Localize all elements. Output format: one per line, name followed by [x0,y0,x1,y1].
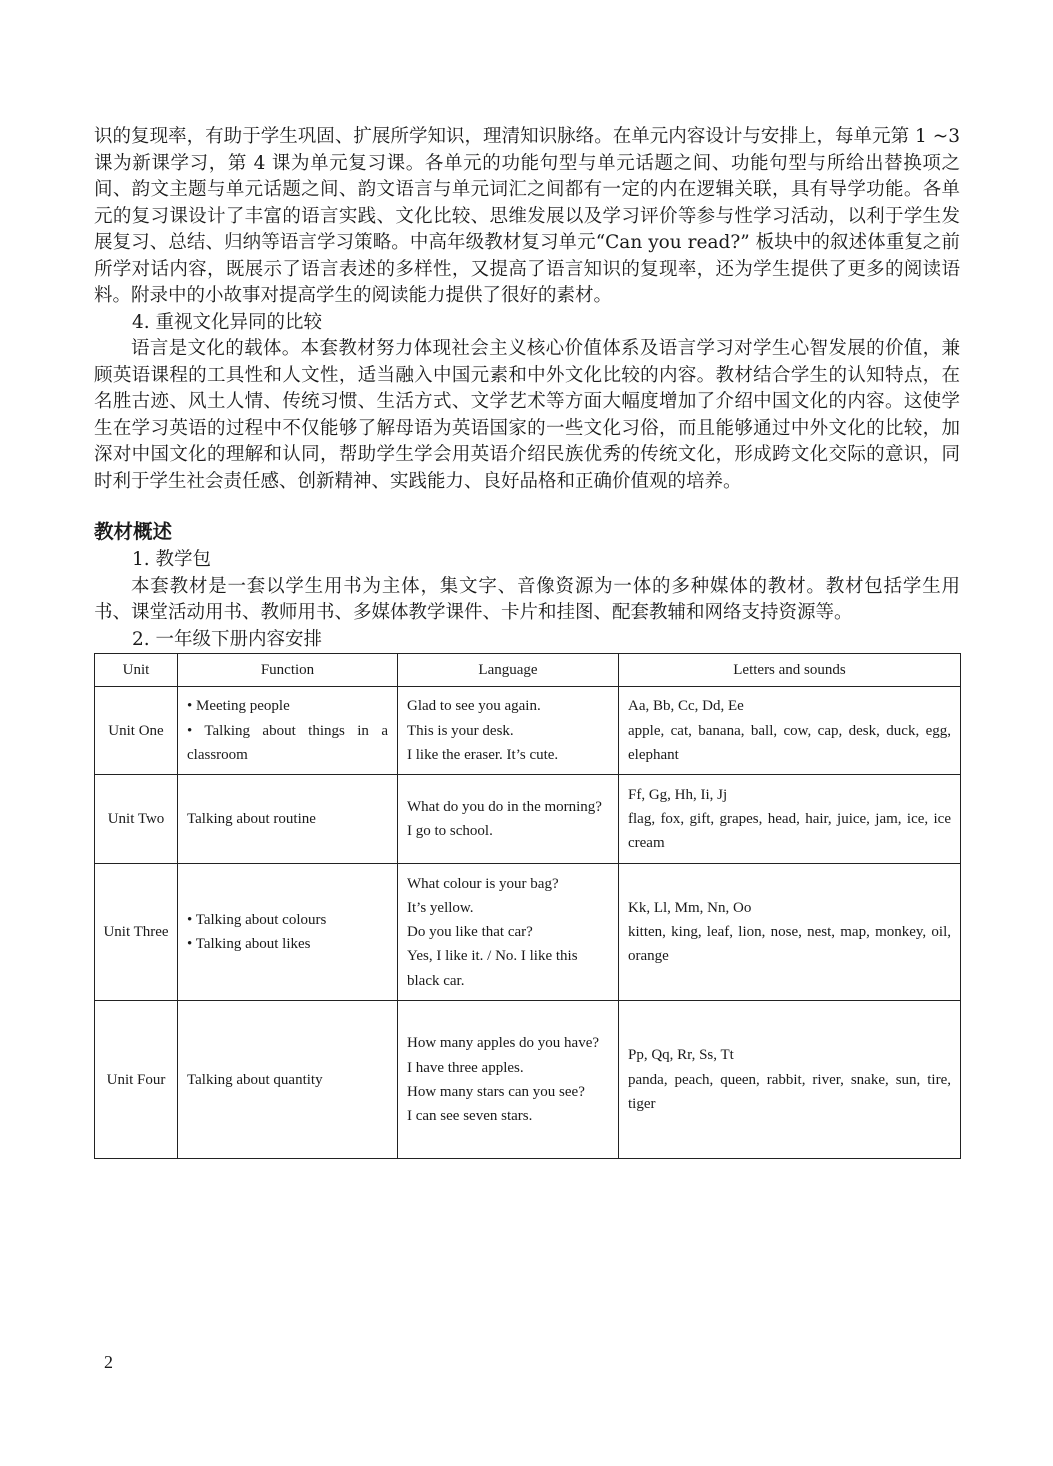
function-line: Talking about quantity [187,1071,323,1088]
list-item-teaching-pack: 1. 教学包 [132,549,212,570]
words-line: flag, fox, gift, grapes, head, hair, juice, jam, ice, ice cream [628,811,951,852]
paragraph-teaching-pack: 本套教材是一套以学生用书为主体，集文字、音像资源为一体的多种媒体的教材。教材包括学生用书、课堂活动用书、教师用书、多媒体教学课件、卡片和挂图、配套教辅和网络支持资源等。 [94,575,960,623]
words-line: panda, peach, queen, rabbit, river, snake, sun, tire, tiger [628,1071,951,1112]
page-number: 2 [104,1352,113,1372]
language-line: How many apples do you have? [407,1035,600,1052]
function-line: • Talking about likes [187,936,311,953]
unit-cell: Unit Four [95,1001,178,1159]
table-row [95,775,961,864]
language-line: Glad to see you again. [407,698,541,715]
language-cell [398,864,619,1001]
letters-cell [619,687,961,775]
paragraph-culture: 语言是文化的载体。本套教材努力体现社会主义核心价值体系及语言学习对学生心智发展的价值，兼顾英语课程的工具性和人文性，适当融入中国元素和中外文化比较的内容。教材结合学生的认知特点，在名胜古迹、风土人情、传统习惯、生活方式、文学艺术等方面大幅度增加了介绍中国文化的内容。这使学生在学习英语的过程中不仅能够了解母语为英语国家的一些文化习俗，而且能够通过中外文化的比较，加深对中国文化的理解和认同，帮助学生学会用英语介绍民族优秀的传统文化，形成跨文化交际的意识，同时利于学生社会责任感、创新精神、实践能力、良好品格和正确价值观的培养。 [94,338,960,492]
language-line: I can see seven stars. [407,1107,533,1124]
language-line: What colour is your bag? [407,875,559,892]
language-cell [398,775,619,864]
language-line: I go to school. [407,823,493,840]
letters-line: Ff, Gg, Hh, Ii, Jj [628,786,728,803]
words-line: kitten, king, leaf, lion, nose, nest, map, monkey, oil, orange [628,924,951,965]
function-line: • Meeting people [187,698,290,715]
function-line: Talking about routine [187,811,316,828]
function-line: • Talking about things in a classroom [187,722,388,763]
language-line: Do you like that car? [407,924,533,941]
unit-cell: Unit Two [95,775,178,864]
function-cell [178,775,398,864]
table-header-row [95,654,961,687]
page-body [94,124,960,1159]
unit-cell: Unit Three [95,864,178,1001]
letters-cell [619,775,961,864]
letters-cell [619,864,961,1001]
content-table [94,653,961,1159]
list-item-culture-heading: 4. 重视文化异同的比较 [132,311,323,333]
function-cell [178,1001,398,1159]
language-line: Yes, I like it. / No. I like this black car. [407,948,578,989]
words-line: apple, cat, banana, ball, cow, cap, desk, duck, egg, elephant [628,722,951,763]
letters-line: Aa, Bb, Cc, Dd, Ee [628,698,744,715]
language-cell [398,1001,619,1159]
function-cell [178,864,398,1001]
header-letters-sounds: Letters and sounds [619,654,961,687]
header-function: Function [178,654,398,687]
function-cell [178,687,398,775]
table-row [95,687,961,775]
section-heading: 教材概述 [94,520,173,543]
letters-cell [619,1001,961,1159]
language-line: I like the eraser. It’s cute. [407,746,559,763]
language-line: How many stars can you see? [407,1083,585,1100]
header-language: Language [398,654,619,687]
letters-line: Pp, Qq, Rr, Ss, Tt [628,1047,734,1064]
language-cell [398,687,619,775]
language-line: It’s yellow. [407,899,474,916]
language-line: This is your desk. [407,722,514,739]
table-row [95,1001,961,1159]
paragraph-review: 识的复现率，有助于学生巩固、扩展所学知识，理清知识脉络。在单元内容设计与安排上，每单元第 1 ~3 课为新课学习，第 4 课为单元复习课。各单元的功能句型与单元话题之间、功能句型与所给出替换项之间、韵文主题与单元话题之间、韵文语言与单元词汇之间都有一定的内在逻辑关联，具有导学功能。各单元的复习课设计了丰富的语言实践、文化比较、思维发展以及学习评价等参与性学习活动，以利于学生发展复习、总结、归纳等语言学习策略。中高年级教材复习单元“Can you read?” 板块中的叙述体重复之前所学对话内容，既展示了语言表述的多样性，又提高了语言知识的复现率，还为学生提供了更多的阅读语料。附录中的小故事对提高学生的阅读能力提供了很好的素材。 [94,126,960,306]
list-item-content-arrangement: 2. 一年级下册内容安排 [132,628,323,650]
language-line: I have three apples. [407,1059,524,1076]
table-row [95,864,961,1001]
header-unit: Unit [95,654,178,687]
language-line: What do you do in the morning? [407,799,602,815]
function-line: • Talking about colours [187,912,327,928]
unit-cell: Unit One [95,687,178,775]
letters-line: Kk, Ll, Mm, Nn, Oo [628,899,752,916]
